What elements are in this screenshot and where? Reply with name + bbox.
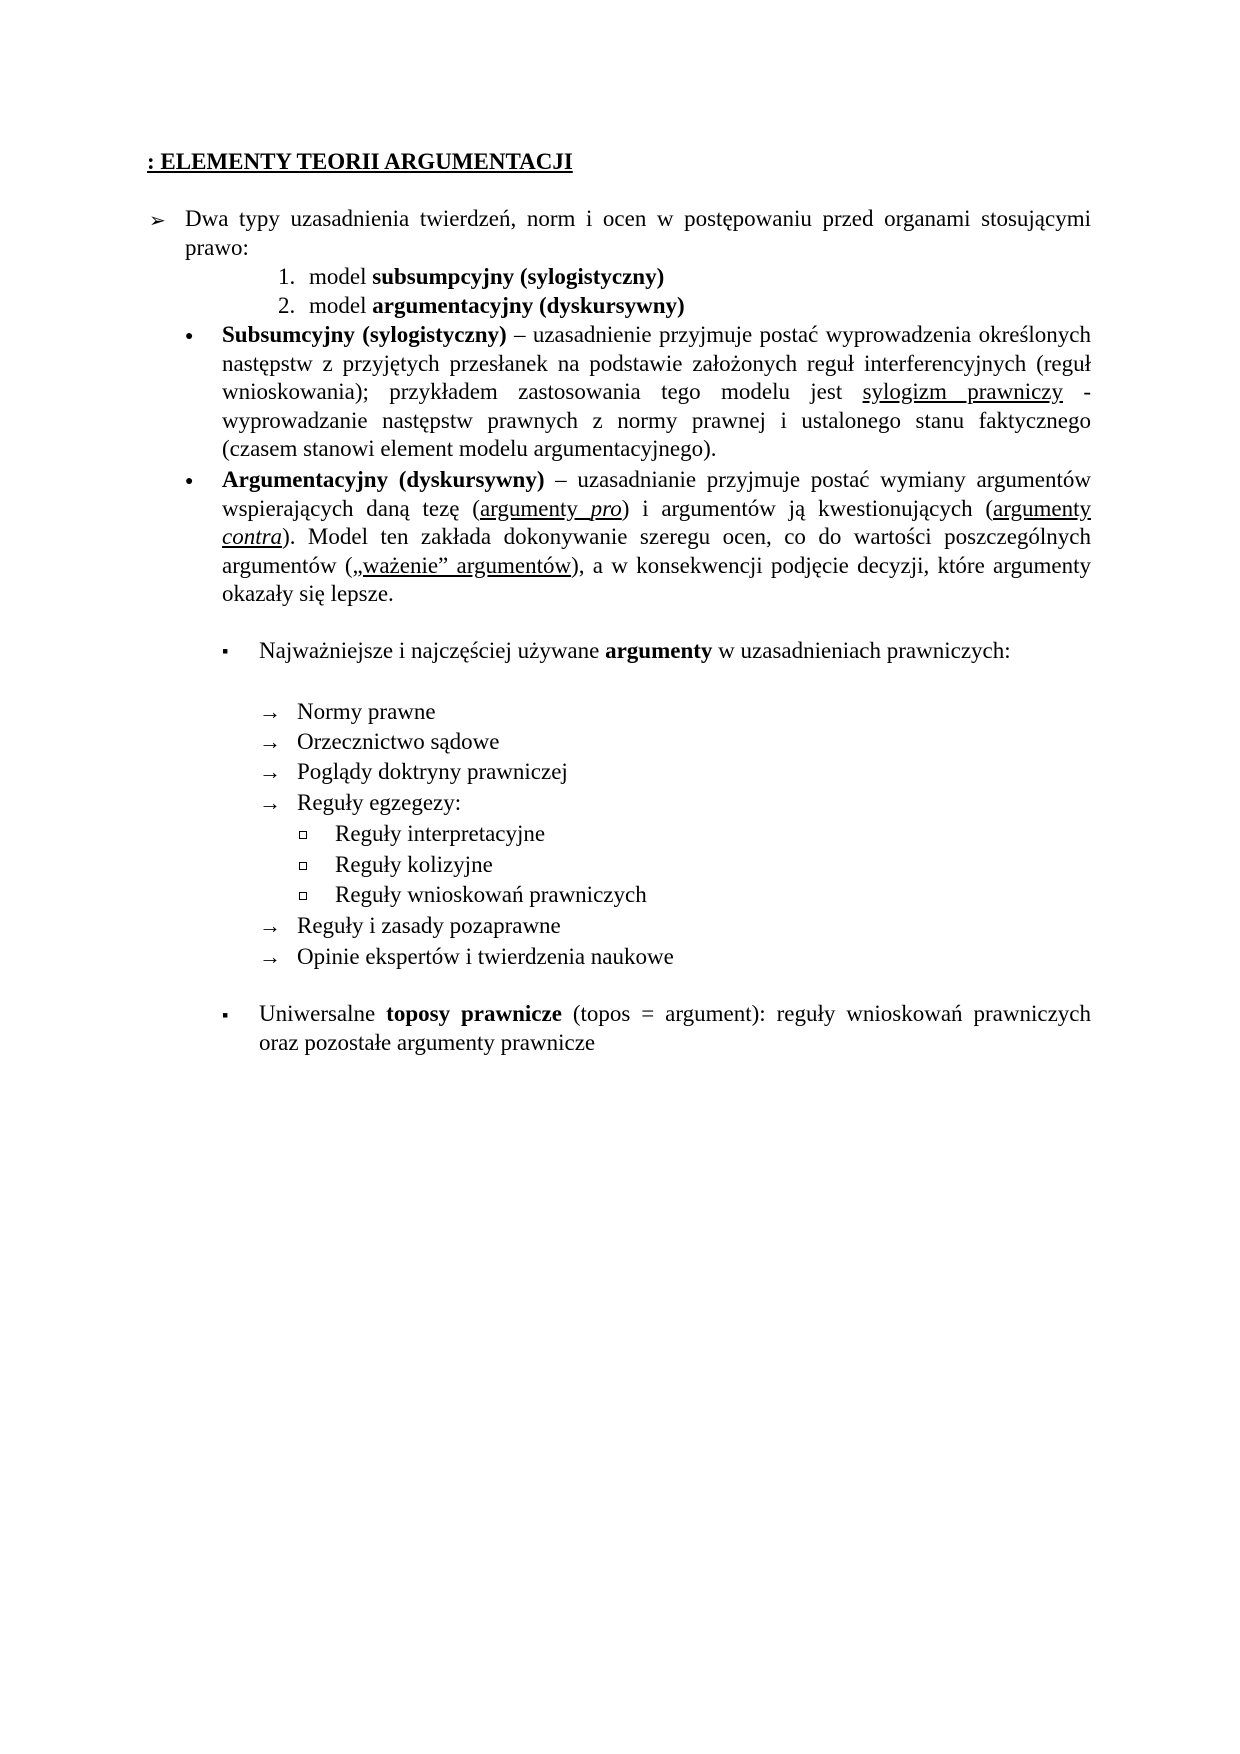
- bullet-icon: ●: [185, 329, 194, 344]
- square-bullet-icon: ▪: [222, 641, 229, 661]
- weighing-term: „ważenie” argumentów: [352, 552, 572, 578]
- argument-item: Opinie ekspertów i twierdzenia naukowe: [297, 944, 674, 969]
- exegesis-rule-item: Reguły interpretacyjne: [335, 821, 546, 846]
- subsumption-term: Subsumcyjny (sylogistyczny): [222, 322, 507, 347]
- hollow-square-bullet-icon: [299, 862, 307, 870]
- hollow-square-bullet-icon: [299, 831, 307, 839]
- model-number: 1.: [278, 264, 296, 289]
- intro-paragraph: Dwa typy uzasadnienia twierdzeń, norm i ocen w postępowaniu przed organami stosującymi prawo:: [185, 206, 1091, 260]
- arrow-icon: →: [259, 759, 281, 784]
- model-number: 2.: [278, 293, 296, 318]
- pro-term: argumenty pro: [479, 495, 622, 521]
- arrow-icon: →: [259, 913, 281, 938]
- hollow-square-bullet-icon: [299, 892, 307, 900]
- model-item-2: 2. model argumentacyjny (dyskursywny): [278, 293, 685, 318]
- arrow-icon: →: [259, 699, 281, 724]
- syllogism-term: sylogizm prawniczy: [862, 379, 1063, 404]
- argument-item: Normy prawne: [297, 699, 436, 724]
- argument-item: Reguły i zasady pozaprawne: [297, 913, 561, 938]
- model-item-1: 1. model subsumpcyjny (sylogistyczny): [278, 264, 665, 289]
- exegesis-rule-item: Reguły kolizyjne: [335, 852, 493, 877]
- argument-item: Reguły egzegezy:: [297, 790, 462, 815]
- subsumption-paragraph: Subsumcyjny (sylogistyczny) – uzasadnienie przyjmuje postać wyprowadzenia określonych następstw z przyjętych przesłanek na podstawie założonych reguł interferencyjnych (reguł wnioskowania); przykładem zastosowania tego modelu jest sylogizm prawniczy - wyprowadzanie następstw prawnych z normy prawnej i ustalonego stanu faktycznego (czasem stanowi element modelu argumentacyjnego).: [222, 322, 1091, 461]
- argument-item: Orzecznictwo sądowe: [297, 729, 500, 754]
- square-bullet-icon: ▪: [222, 1005, 229, 1025]
- argument-item: Poglądy doktryny prawniczej: [297, 759, 568, 784]
- page-title: : ELEMENTY TEORII ARGUMENTACJI: [147, 149, 573, 174]
- arrowhead-bullet-icon: ➢: [149, 210, 166, 232]
- contra-term: argumenty contra: [222, 495, 1091, 549]
- arguments-heading: Najważniejsze i najczęściej używane argumenty w uzasadnieniach prawniczych:: [259, 638, 1011, 663]
- exegesis-rule-item: Reguły wnioskowań prawniczych: [335, 882, 647, 907]
- arrow-icon: →: [259, 729, 281, 754]
- arrow-icon: →: [259, 790, 281, 815]
- bullet-icon: ●: [185, 474, 194, 489]
- argumentation-paragraph: Argumentacyjny (dyskursywny) – uzasadnianie przyjmuje postać wymiany argumentów wspierających daną tezę (argumenty pro) i argumentów ją kwestionujących (argumenty contra). Model ten zakłada dokonywanie szeregu ocen, co do wartości poszczególnych argumentów („ważenie” argumentów), a w konsekwencji podjęcie decyzji, które argumenty okazały się lepsze.: [222, 467, 1091, 606]
- arrow-icon: →: [259, 944, 281, 969]
- argumentation-term: Argumentacyjny (dyskursywny): [222, 467, 545, 492]
- toposy-paragraph: Uniwersalne toposy prawnicze (topos = argument): reguły wnioskowań prawniczych oraz pozostałe argumenty prawnicze: [259, 1001, 1091, 1055]
